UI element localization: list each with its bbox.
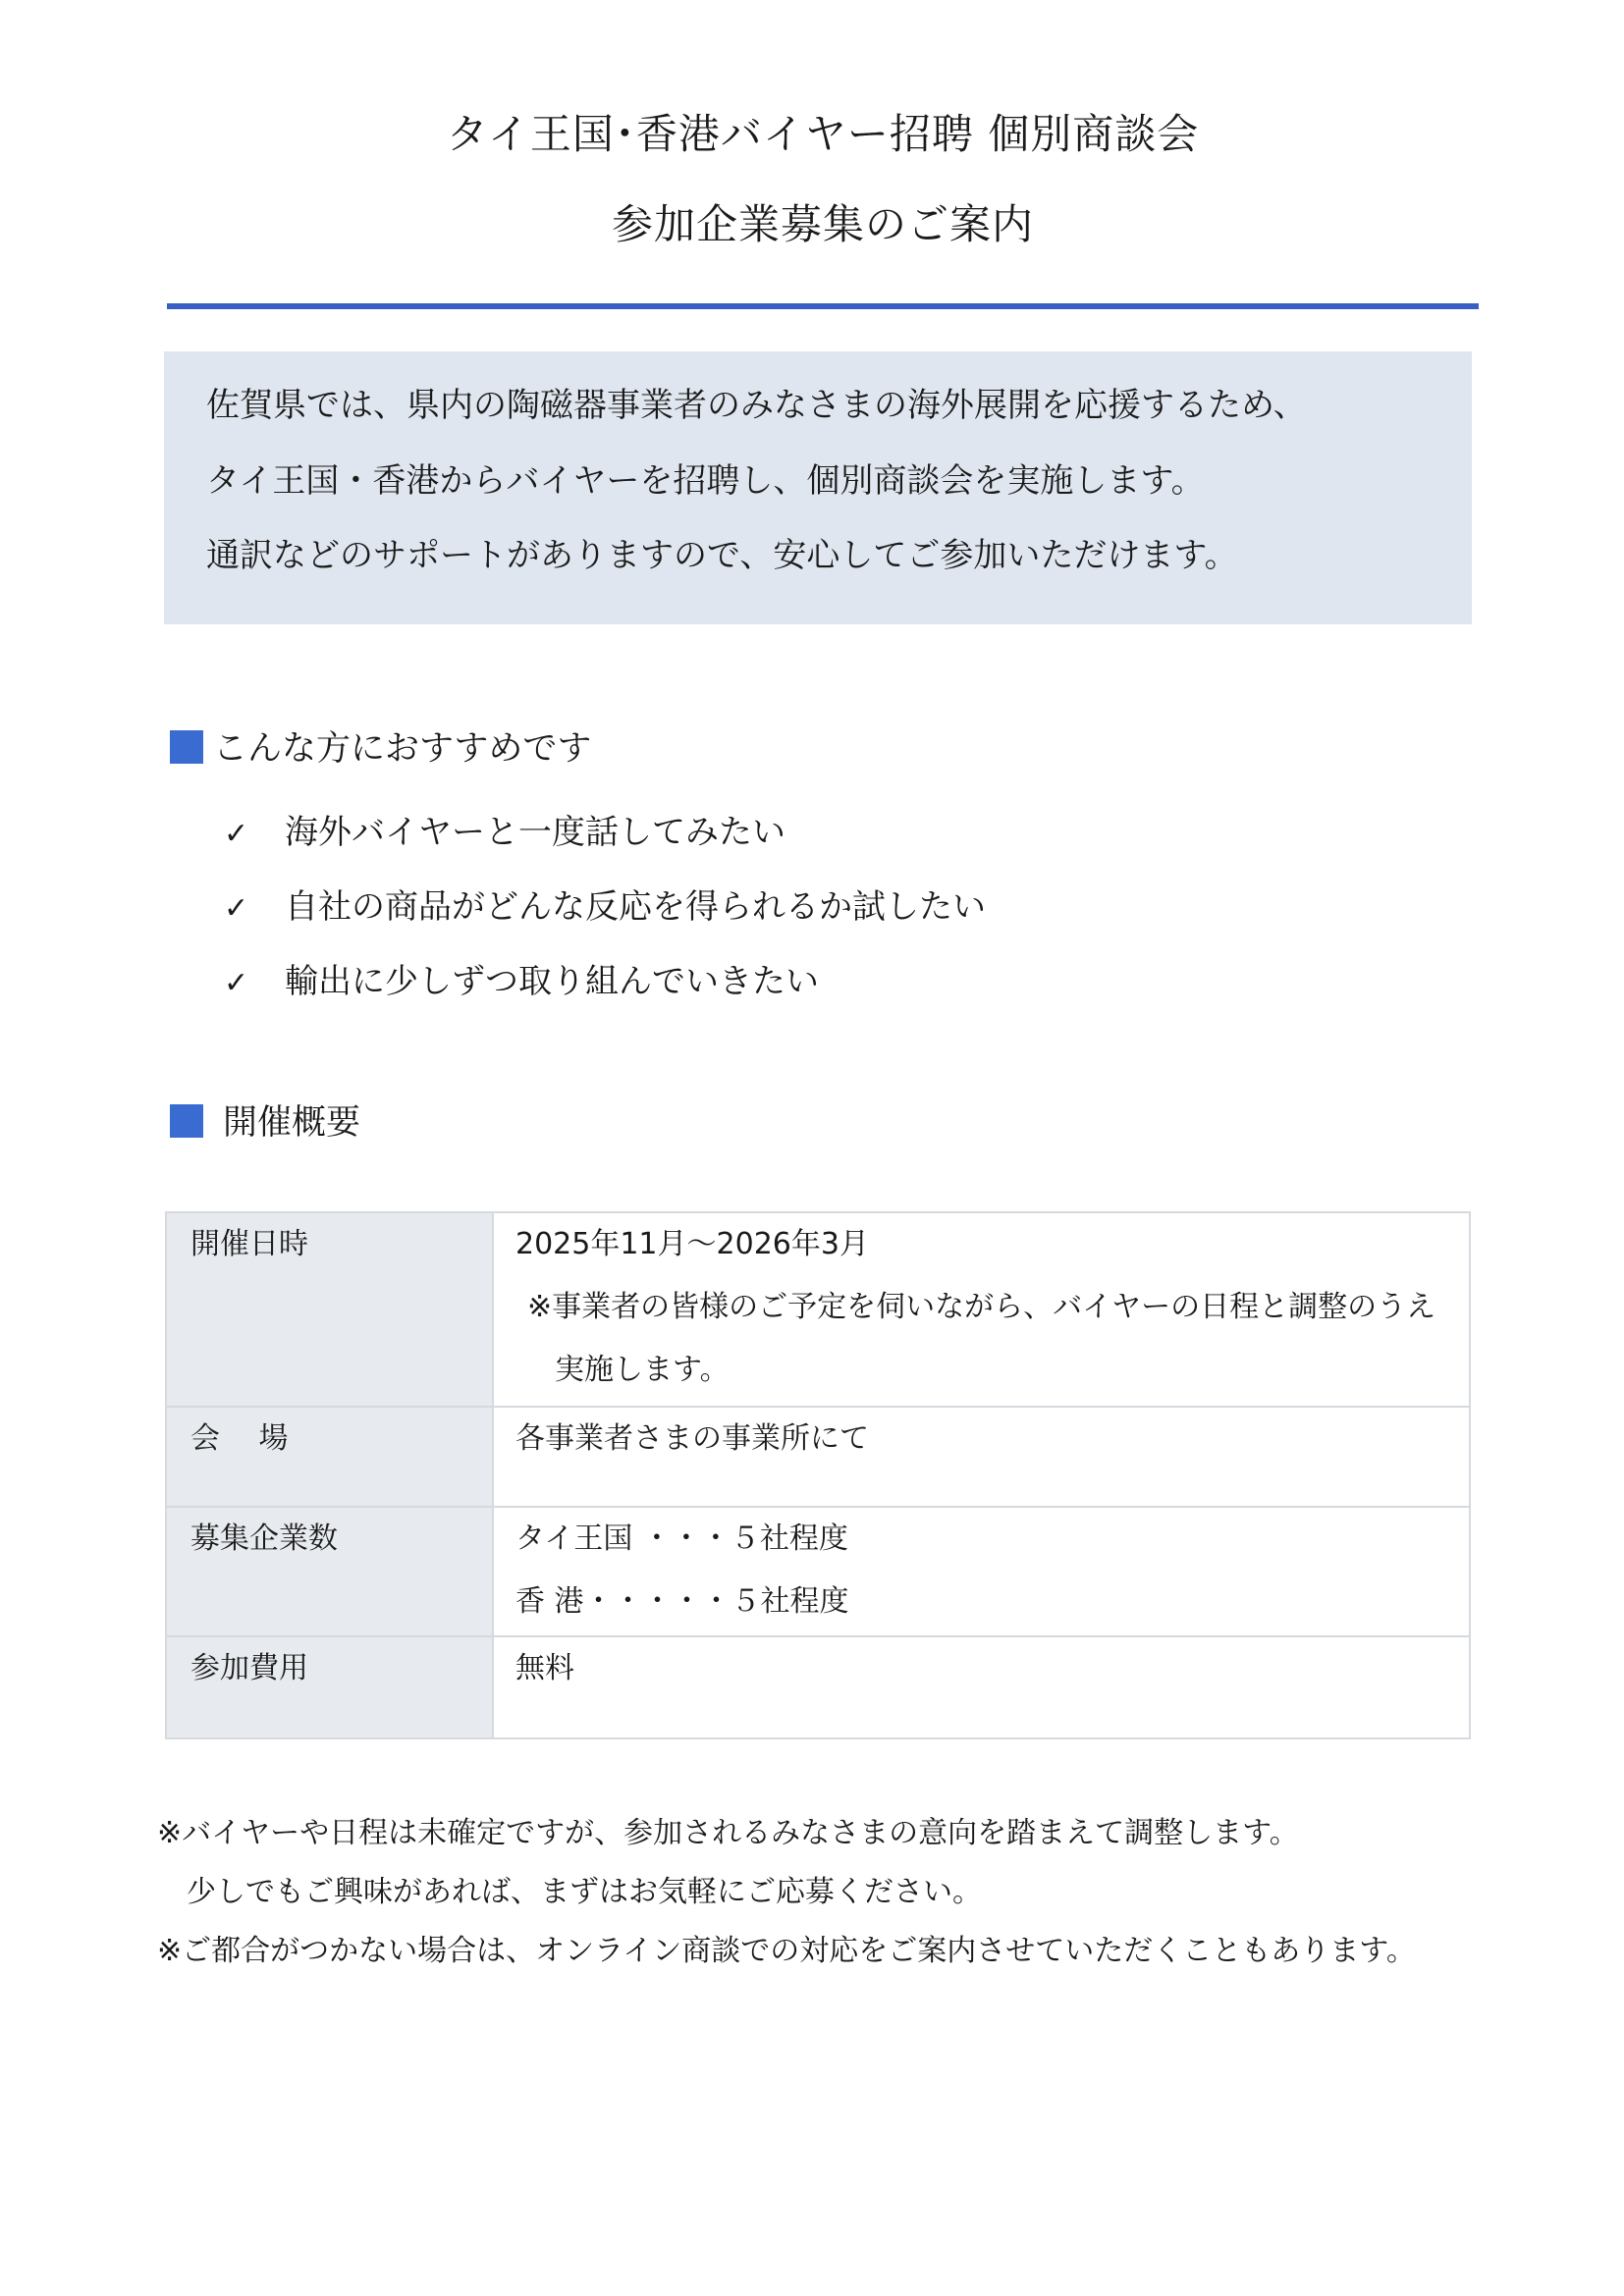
intro-line: タイ王国・香港からバイヤーを招聘し、個別商談会を実施します。 (206, 461, 1205, 501)
check-icon: ✓ (224, 891, 249, 926)
title-divider (167, 303, 1479, 309)
intro-line: 佐賀県では、県内の陶磁器事業者のみなさまの海外展開を応援するため、 (206, 386, 1307, 425)
checklist-item (224, 887, 986, 927)
table-label-cell (166, 1212, 493, 1407)
table-label-cell (166, 1636, 493, 1738)
page-title: タイ王国･香港バイヤー招聘 個別商談会 (446, 110, 1200, 158)
company-count-text: 香 港・・・・・５社程度 (515, 1584, 849, 1619)
table-row (166, 1212, 1470, 1407)
date-note-text: ※事業者の皆様のご予定を伺いながら、バイヤーの日程と調整のうえ (527, 1290, 1436, 1324)
table-value-cell (493, 1407, 1470, 1507)
footnote: ※ご都合がつかない場合は、オンライン商談での対応をご案内させていただくこともあります。 (157, 1934, 1416, 1968)
row-label-fee: 参加費用 (190, 1651, 308, 1685)
date-note-text: 実施します。 (555, 1353, 730, 1387)
checklist-item-label: 海外バイヤーと一度話してみたい (285, 813, 785, 852)
table-value-cell (493, 1212, 1470, 1407)
section-heading-recommend (170, 730, 591, 767)
section-heading-label: こんな方におすすめです (213, 729, 592, 769)
venue-text: 各事業者さまの事業所にて (515, 1421, 869, 1456)
square-bullet-icon (170, 730, 203, 764)
date-range-text: 2025年11月～2026年3月 (515, 1227, 869, 1261)
table-value-cell (493, 1507, 1470, 1636)
table-label-cell (166, 1507, 493, 1636)
section-heading-label: 開催概要 (223, 1103, 361, 1143)
checklist-item-label: 輸出に少しずつ取り組んでいきたい (285, 962, 819, 1001)
table-row (166, 1507, 1470, 1636)
intro-line: 通訳などのサポートがありますので、安心してご参加いただけます。 (206, 536, 1238, 575)
checklist-item-label: 自社の商品がどんな反応を得られるか試したい (285, 887, 986, 927)
table-value-cell (493, 1636, 1470, 1738)
table-label-cell (166, 1407, 493, 1507)
page-subtitle: 参加企業募集のご案内 (611, 200, 1034, 248)
footnote: ※バイヤーや日程は未確定ですが、参加されるみなさまの意向を踏まえて調整します。 (157, 1816, 1299, 1850)
footnote: 少しでもご興味があれば、まずはお気軽にご応募ください。 (187, 1875, 982, 1909)
company-count-text: タイ王国 ・・・５社程度 (515, 1522, 848, 1556)
table-row (166, 1636, 1470, 1738)
row-label-venue: 会 場 (190, 1421, 289, 1456)
checklist-item (224, 813, 785, 852)
section-heading-overview (170, 1104, 360, 1141)
table-row (166, 1407, 1470, 1507)
overview-table (165, 1211, 1471, 1739)
check-icon: ✓ (224, 966, 249, 1000)
fee-text: 無料 (515, 1651, 574, 1685)
checklist-item (224, 962, 819, 1001)
check-icon: ✓ (224, 817, 249, 851)
square-bullet-icon (170, 1104, 203, 1138)
row-label-date: 開催日時 (190, 1227, 308, 1261)
row-label-companies: 募集企業数 (190, 1522, 338, 1556)
